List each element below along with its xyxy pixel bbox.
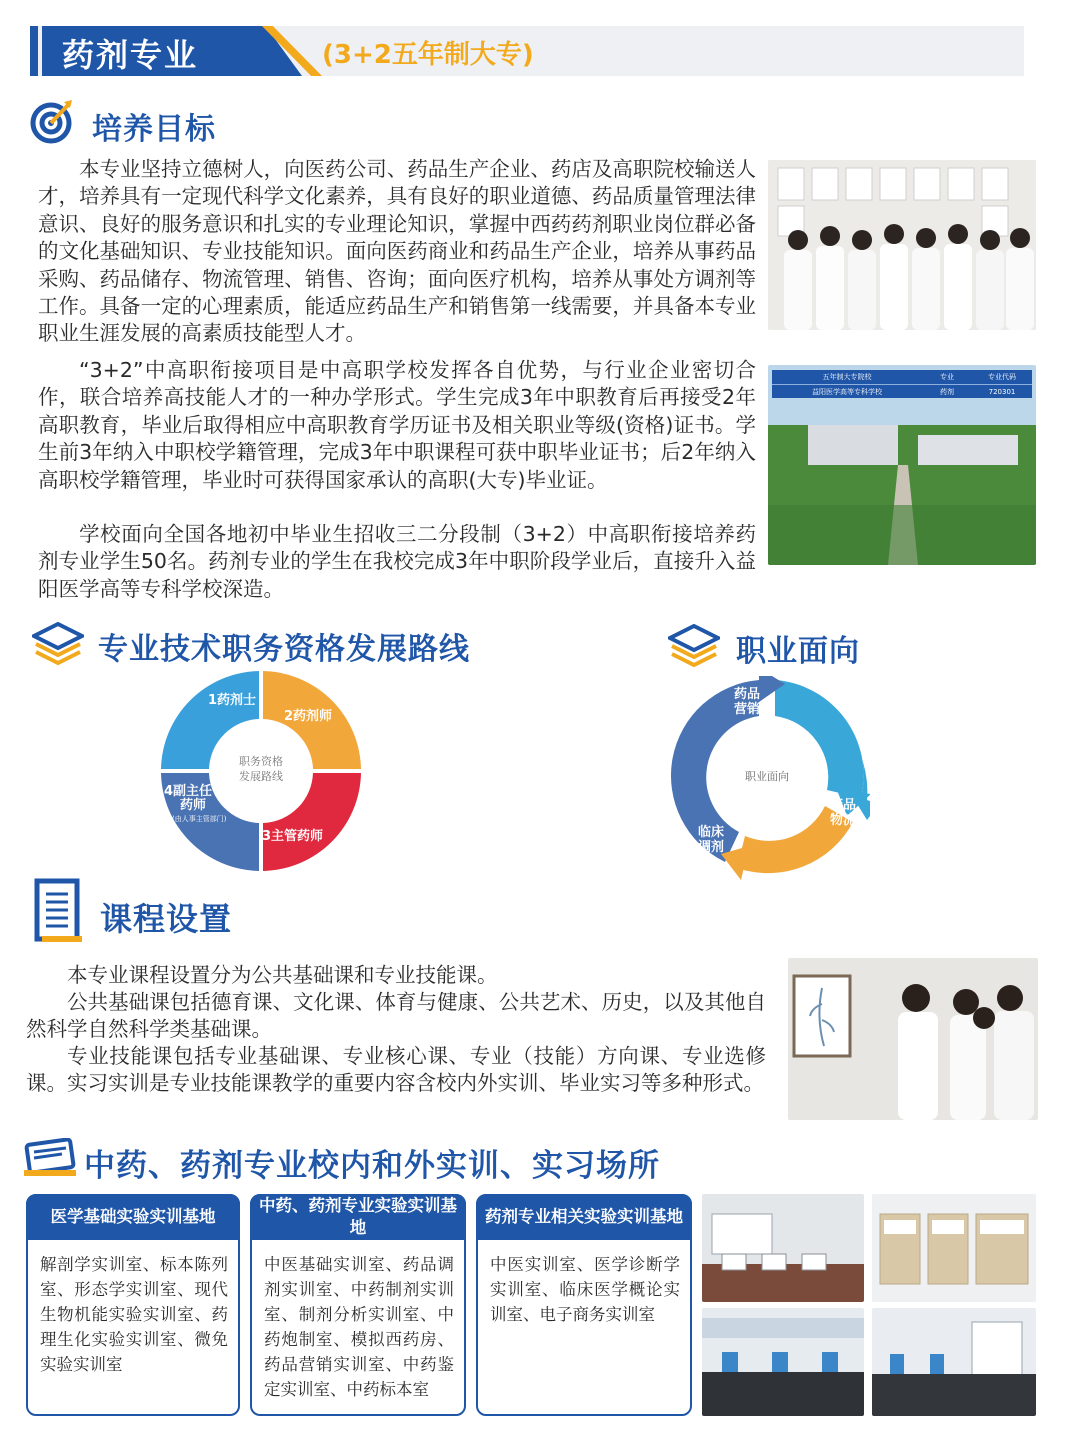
- career-center-label-2: 发展路线: [239, 770, 283, 783]
- training-card-tcm-pharmacy: [250, 1194, 466, 1416]
- layers-icon-job: [668, 624, 720, 668]
- job-marketing-label-2: 营销: [734, 702, 761, 717]
- career-step-3-label: 3主管药师: [262, 829, 324, 844]
- training-card-1-body: 解剖学实训室、标本陈列室、形态学实训室、现代生物机能实验实训室、药理生化实验实训室、微免实验实训室: [40, 1255, 228, 1374]
- section-title-career-path: 专业技术职务资格发展路线: [98, 632, 470, 667]
- table-cell-major: 药剂: [940, 387, 954, 396]
- lab-photo-2: [872, 1194, 1036, 1302]
- table-header-major: 专业: [940, 373, 954, 381]
- career-center-label-1: 职务资格: [239, 755, 283, 768]
- career-path-diagram: [158, 668, 364, 874]
- job-logistics-label-2: 物流: [830, 813, 857, 828]
- header-left-bar: [30, 26, 38, 76]
- campus-info-table: [772, 370, 1032, 398]
- lab-photo-1: [702, 1194, 864, 1302]
- section-title-job-direction: 职业面向: [736, 634, 860, 669]
- target-icon: [30, 98, 76, 144]
- table-cell-code: 720301: [988, 387, 1016, 396]
- courses-paragraph-3: 专业技能课包括专业基础课、专业核心课、专业（技能）方向课、专业选修课。实习实训是专业技能课教学的重要内容含校内外实训、毕业实习等多种形式。: [26, 1044, 766, 1096]
- training-card-medical-basic: [26, 1194, 240, 1416]
- section-title-training: 中药、药剂专业校内和外实训、实习场所: [84, 1148, 660, 1184]
- goals-paragraph-2: “3+2”中高职衔接项目是中高职学校发挥各自优势，与行业企业密切合作，联合培养高技能人才的一种办学形式。学生完成3年中职教育后再接受2年高职教育，毕业后取得相应中高职教育学历证书及相关职业等级(资格)证书。学生前3年纳入中职校学籍管理，完成3年中职课程可获中职毕业证书；后2年纳入高职校学籍管理，毕业时可获得国家承认的高职(大专)毕业证。: [38, 358, 756, 492]
- table-header-school: 五年制大专院校: [822, 373, 872, 381]
- table-header-code: 专业代码: [988, 373, 1016, 381]
- career-step-4-note: (由人事主管部门): [172, 815, 227, 823]
- goals-paragraph-3: 学校面向全国各地初中毕业生招收三二分段制（3+2）中高职衔接培养药剂专业学生50名。药剂专业的学生在我校完成3年中职阶段学业后，直接升入益阳医学高等专科学校深造。: [38, 522, 756, 601]
- job-clinical-label-2: 调剂: [698, 840, 725, 855]
- section-title-courses: 课程设置: [100, 900, 233, 938]
- career-step-1-label: 1药剂士: [208, 693, 257, 708]
- courses-paragraph-1: 本专业课程设置分为公共基础课和专业技能课。: [67, 963, 498, 987]
- layers-icon: [32, 622, 84, 666]
- career-step-4-label-1: 4副主任: [164, 784, 213, 799]
- lab-photo-4: [872, 1308, 1036, 1416]
- table-cell-school: 益阳医学高等专科学校: [812, 387, 882, 396]
- card-icon: [22, 1138, 78, 1180]
- page-subtitle: (3+2五年制大专): [322, 40, 534, 70]
- training-card-2-body: 中医基础实训室、药品调剂实训室、中药制剂实训室、制剂分析实训室、中药炮制室、模拟西药房、药品营销实训室、中药鉴定实训室、中药标本室: [264, 1255, 454, 1399]
- document-icon: [34, 878, 82, 944]
- training-card-pharmacy-related: [476, 1194, 692, 1416]
- job-direction-diagram: [664, 676, 870, 882]
- goals-paragraph-1: 本专业坚持立德树人，向医药公司、药品生产企业、药店及高职院校输送人才，培养具有一定现代科学文化素养，具有良好的职业道德、药品质量管理法律意识、良好的服务意识和扎实的专业理论知识，掌握中西药药剂职业岗位群必备的文化基础知识、专业技能知识。面向医药商业和药品生产企业，培养从事药品采购、药品储存、物流管理、销售、咨询；面向医疗机构，培养从事处方调剂等工作。具备一定的心理素质，能适应药品生产和销售第一线需要，并具备本专业职业生涯发展的高素质技能型人才。: [38, 157, 756, 346]
- training-card-1-header: 医学基础实验实训基地: [26, 1194, 240, 1240]
- training-card-3-body: 中医实训室、医学诊断学实训室、临床医学概论实训室、电子商务实训室: [490, 1255, 680, 1324]
- lab-photo-3: [702, 1308, 864, 1416]
- students-group-photo: [768, 160, 1036, 330]
- section-title-goals: 培养目标: [92, 112, 216, 147]
- courses-paragraph-2: 公共基础课包括德育课、文化课、体育与健康、公共艺术、历史，以及其他自然科学自然科学类基础课。: [26, 990, 766, 1042]
- career-step-2-label: 2药剂师: [284, 709, 333, 724]
- training-card-3-header: 药剂专业相关实验实训基地: [476, 1194, 692, 1240]
- job-clinical-label-1: 临床: [698, 825, 725, 840]
- job-logistics-label-1: 药品: [830, 798, 857, 813]
- students-specimen-photo: [788, 958, 1038, 1120]
- training-card-2-header: 中药、药剂专业实验实训基地: [250, 1194, 466, 1240]
- career-step-4-label-2: 药师: [180, 798, 207, 813]
- job-center-label: 职业面向: [745, 770, 789, 783]
- job-marketing-label-1: 药品: [734, 687, 761, 702]
- page-title: 药剂专业: [62, 36, 199, 74]
